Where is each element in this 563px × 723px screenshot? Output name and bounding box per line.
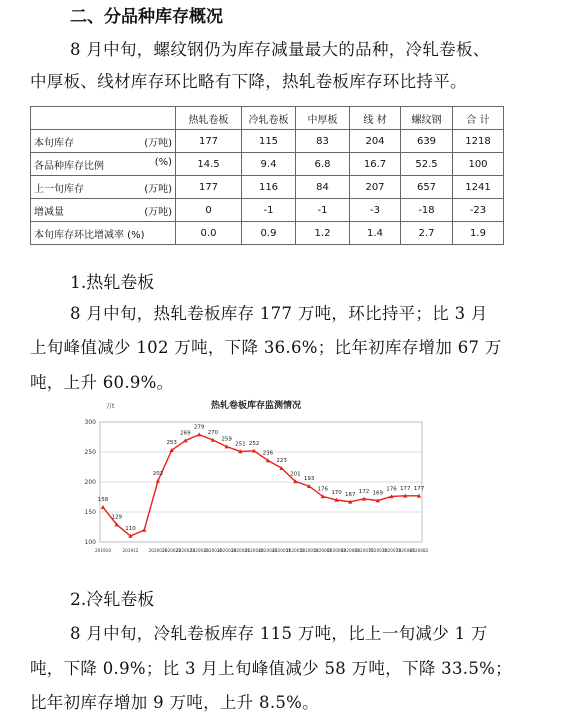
cell: 9.4 [242, 153, 296, 176]
row-unit: (%) [154, 156, 172, 168]
x-tick-label: 2020043 [258, 548, 278, 553]
row-label: 增减量 [34, 206, 64, 218]
x-tick-label: 2020071 [354, 548, 374, 553]
section-heading: 二、分品种库存概况 [70, 7, 223, 27]
cell: 1.9 [453, 222, 504, 245]
row-unit: (万吨) [144, 206, 172, 218]
data-point [156, 479, 160, 483]
x-tick-label: 2020081 [395, 548, 415, 553]
data-label: 259 [221, 436, 232, 443]
data-label: 252 [248, 440, 260, 447]
data-label: 236 [262, 450, 274, 457]
cell: 116 [242, 176, 296, 199]
chart-svg [66, 392, 446, 558]
data-label: 170 [331, 490, 342, 496]
cell: 83 [296, 130, 350, 153]
row-label: 本旬库存 [34, 137, 74, 149]
x-tick-label: 2020062 [327, 548, 346, 553]
table-header-wire-rod: 线 材 [350, 107, 401, 130]
data-label: 253 [166, 440, 177, 447]
data-label: 251 [235, 441, 246, 448]
cell: -18 [401, 199, 453, 222]
data-label: 269 [180, 430, 191, 437]
cell: 639 [401, 130, 453, 153]
data-point [197, 432, 201, 436]
intro-line-1: 8 月中旬，螺纹钢仍为库存减量最大的品种，冷轧卷板、 [70, 40, 490, 59]
data-point [101, 505, 105, 509]
data-label: 169 [372, 490, 384, 497]
cell: 100 [453, 153, 504, 176]
x-tick-label: 201912 [122, 548, 139, 553]
inventory-table [30, 106, 504, 245]
x-tick-label: 2020052 [286, 548, 305, 553]
cell: 14.5 [176, 153, 242, 176]
x-tick-label: 2020061 [313, 548, 333, 553]
data-label: 129 [111, 514, 122, 521]
data-label: 167 [345, 491, 356, 498]
y-tick-label: 150 [84, 509, 96, 516]
y-tick-label: 100 [84, 539, 96, 546]
cell: 0.0 [176, 222, 242, 245]
table-header-hot-rolled: 热轧卷板 [176, 107, 242, 130]
x-tick-label: 2020031 [189, 548, 209, 553]
x-tick-label: 2020041 [231, 548, 250, 553]
cell: -1 [242, 199, 296, 222]
cell: 177 [176, 176, 242, 199]
row-label: 各品种库存比例 [34, 160, 104, 172]
cell: 16.7 [350, 153, 401, 176]
x-tick-label: 20200Z3 [176, 548, 195, 553]
intro-line-2: 中厚板、线材库存环比略有下降，热轧卷板库存环比持平。 [30, 72, 467, 91]
section2-line-2: 吨，下降 0.9%；比 3 月上旬峰值减少 58 万吨，下降 33.5%； [30, 659, 512, 678]
cell: 0.9 [242, 222, 296, 245]
cell: 177 [176, 130, 242, 153]
data-label: 223 [276, 458, 287, 465]
data-label: 176 [386, 486, 397, 493]
cell: 657 [401, 176, 453, 199]
cell: 1241 [453, 176, 504, 199]
x-tick-label: 2020053 [299, 548, 319, 553]
data-label: 201 [290, 471, 301, 478]
section2-line-1: 8 月中旬，冷轧卷板库存 115 万吨，比上一旬减少 1 万 [70, 624, 488, 643]
x-tick-label: 2020072 [368, 548, 388, 553]
y-tick-label: 300 [84, 419, 96, 426]
x-tick-label: 2020033 [217, 548, 236, 553]
table-header-row [31, 107, 504, 130]
x-tick-label: 2020021 [148, 548, 168, 553]
data-label: 172 [358, 488, 370, 495]
section2-line-3: 比年初库存增加 9 万吨，上升 8.5%。 [30, 693, 319, 712]
section1-line-2: 上旬峰值减少 102 万吨，下降 36.6%；比年初库存增加 67 万 [30, 338, 502, 357]
table-row [31, 176, 504, 199]
data-label: 177 [413, 485, 425, 492]
table-header-total: 合 计 [453, 107, 504, 130]
data-label: 202 [152, 470, 164, 477]
x-tick-label: 2020063 [340, 548, 360, 553]
section1-line-3: 吨，上升 60.9%。 [30, 373, 174, 392]
table-row [31, 153, 504, 176]
cell: 1.2 [296, 222, 350, 245]
x-tick-label: 2020073 [382, 548, 401, 553]
cell: 52.5 [401, 153, 453, 176]
section1-line-1: 8 月中旬，热轧卷板库存 177 万吨，环比持平；比 3 月 [70, 304, 488, 323]
x-tick-label: 20200Z2 [162, 548, 182, 553]
row-label: 上一旬库存 [34, 183, 84, 195]
row-label: 本旬库存环比增减率 (%) [34, 229, 145, 241]
cell: 6.8 [296, 153, 350, 176]
hot-rolled-inventory-chart [66, 392, 446, 558]
table-row [31, 222, 504, 245]
cell: 0 [176, 199, 242, 222]
cell: 1.4 [350, 222, 401, 245]
cell: -23 [453, 199, 504, 222]
data-label: 193 [303, 476, 315, 483]
data-label: 158 [97, 497, 109, 504]
chart-ylabel: 万t [106, 403, 115, 410]
cell: -1 [296, 199, 350, 222]
cell: 84 [296, 176, 350, 199]
row-unit: (万吨) [144, 183, 172, 195]
cell: 115 [242, 130, 296, 153]
data-label: 177 [400, 485, 411, 492]
section2-title: 2.冷轧卷板 [70, 590, 155, 610]
section1-title: 1.热轧卷板 [70, 273, 155, 293]
data-label: 279 [193, 424, 205, 431]
table-header-cold-rolled: 冷轧卷板 [242, 107, 296, 130]
series-line [103, 435, 419, 536]
x-tick-label: 2020042 [244, 548, 264, 553]
data-label: 270 [207, 430, 219, 436]
data-label: 176 [317, 486, 329, 493]
row-unit: (万吨) [144, 137, 172, 149]
cell: 204 [350, 130, 401, 153]
table-header-rebar: 螺纹钢 [401, 107, 453, 130]
data-label: 110 [125, 526, 136, 532]
y-tick-label: 250 [84, 449, 96, 456]
chart-title: 热轧卷板库存监测情况 [210, 401, 302, 411]
x-tick-label: 2020082 [409, 548, 429, 553]
data-point [142, 528, 146, 532]
cell: -3 [350, 199, 401, 222]
table-header-medium-plate: 中厚板 [296, 107, 350, 130]
table-row [31, 130, 504, 153]
y-tick-label: 200 [84, 479, 96, 486]
table-header-empty [31, 107, 176, 130]
x-tick-label: 2020032 [203, 548, 223, 553]
x-tick-label: 201910 [95, 548, 111, 553]
cell: 2.7 [401, 222, 453, 245]
cell: 207 [350, 176, 401, 199]
x-tick-label: 2020051 [272, 548, 291, 553]
table-row [31, 199, 504, 222]
cell: 1218 [453, 130, 504, 153]
